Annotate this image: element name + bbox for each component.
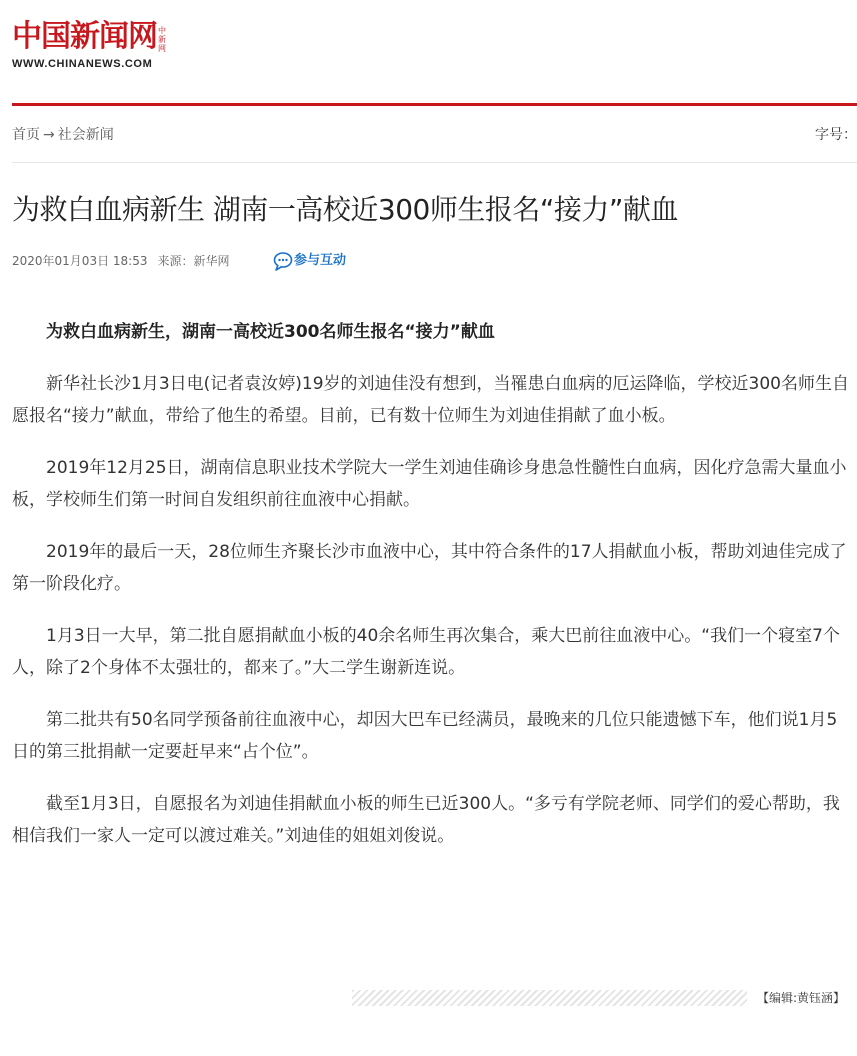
font-size-control[interactable]: 字号： [815,127,857,143]
breadcrumb-separator: → [43,127,55,143]
article-editor: 【编辑:黄钰涵】 [756,991,845,1005]
article-paragraph: 2019年的最后一天，28位师生齐聚长沙市血液中心，其中符合条件的17人捐献血小板，帮助刘迪佳完成了第一阶段化疗。 [12,542,847,594]
article-paragraph: 1月3日一大早，第二批自愿捐献血小板的40余名师生再次集合，乘大巴前往血液中心。“我们一个寝室7个人，除了2个身体不太强壮的，都来了。”大二学生谢新连说。 [12,626,840,678]
breadcrumb-divider [12,162,857,163]
logo-url-text: WWW.CHINANEWS.COM [12,58,153,70]
header-divider [12,103,857,106]
article-meta [12,250,240,272]
article-paragraph: 2019年12月25日，湖南信息职业技术学院大一学生刘迪佳确诊身患急性髓性白血病，因化疗急需大量血小板，学校师生们第一时间自发组织前往血液中心捐献。 [12,458,847,510]
article-datetime: 2020年01月03日 18:53 [12,254,148,268]
article-paragraph: 截至1月3日，自愿报名为刘迪佳捐献血小板的师生已近300人。“多亏有学院老师、同学们的爱心帮助，我相信我们一家人一定可以渡过难关。”刘迪佳的姐姐刘俊说。 [12,794,840,846]
article-source: 来源：新华网 [157,254,230,268]
breadcrumb [12,124,114,146]
speech-bubble-icon [273,250,295,272]
site-logo[interactable] [12,18,172,74]
editor-decoration [352,990,747,1006]
article-lead: 为救白血病新生，湖南一高校近300名师生报名“接力”献血 [46,322,495,342]
article-paragraph: 第二批共有50名同学预备前往血液中心，却因大巴车已经满员，最晚来的几位只能遗憾下车，他们说1月5日的第三批捐献一定要赶早来“占个位”。 [12,710,838,762]
breadcrumb-section-link[interactable]: 社会新闻 [57,127,114,143]
site-header [12,18,857,78]
article-body [12,316,852,872]
comment-label: 参与互动 [294,253,347,268]
article-title: 为救白血病新生 湖南一高校近300师生报名“接力”献血 [12,193,678,226]
article-paragraph: 新华社长沙1月3日电(记者袁汝婷)19岁的刘迪佳没有想到，当罹患白血病的厄运降临，学校近300名师生自愿报名“接力”献血，带给了他生的希望。目前，已有数十位师生为刘迪佳捐献了血小板。 [12,374,849,426]
breadcrumb-home-link[interactable]: 首页 [12,127,40,143]
logo-chinese-text: 中国新闻网 [12,19,157,54]
logo-vertical-text: 中新网 [158,26,166,53]
